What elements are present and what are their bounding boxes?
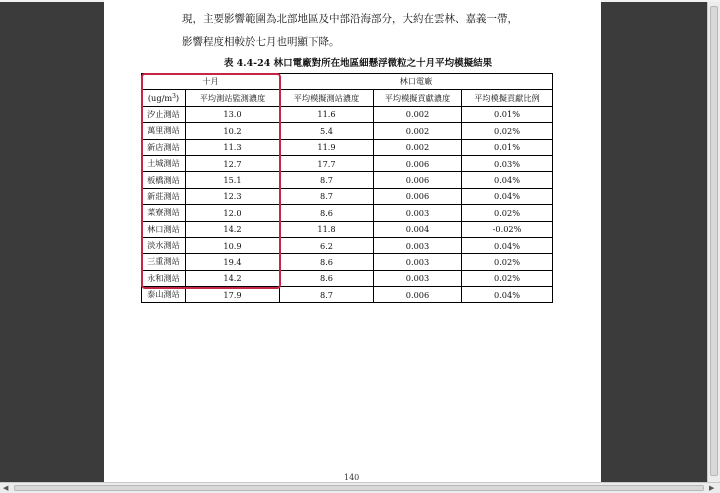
sim-cell: 8.7 [280,172,374,188]
table-row [142,188,553,204]
paragraph-line-1: 現，主要影響範圍為北部地區及中部沿海部分，大約在雲林、嘉義一帶， [182,13,518,25]
triangle-right-icon[interactable]: ▶ [709,484,715,492]
monitor-cell: 19.4 [186,254,280,270]
table-header-row-1 [142,74,553,90]
ratio-cell: 0.02% [462,123,553,139]
triangle-left-icon[interactable]: ◀ [3,484,9,492]
contrib-cell: 0.006 [374,172,462,188]
sim-cell: 6.2 [280,237,374,253]
contrib-cell: 0.002 [374,139,462,155]
contrib-cell: 0.002 [374,106,462,122]
station-cell: 永和測站 [142,270,186,286]
table-row [142,106,553,122]
ratio-cell: 0.04% [462,237,553,253]
ratio-cell: 0.02% [462,254,553,270]
monitor-cell: 10.9 [186,237,280,253]
ratio-cell: 0.02% [462,205,553,221]
station-cell: 新店測站 [142,139,186,155]
month-header: 十月 [142,74,280,90]
contrib-cell: 0.003 [374,270,462,286]
table-row [142,205,553,221]
table-row [142,123,553,139]
table-row [142,237,553,253]
ratio-cell: -0.02% [462,221,553,237]
table-row [142,287,553,303]
station-cell: 土城測站 [142,155,186,171]
vertical-scroll-thumb[interactable] [710,6,718,476]
ratio-cell: 0.02% [462,270,553,286]
station-cell: 淡水測站 [142,237,186,253]
page-number: 140 [344,473,360,482]
table-caption: 表 4.4-24 林口電廠對所在地區細懸浮微粒之十月平均模擬結果 [223,58,493,69]
station-cell: 新莊測站 [142,188,186,204]
table-row [142,139,553,155]
table-row [142,172,553,188]
contrib-cell: 0.002 [374,123,462,139]
monitor-cell: 14.2 [186,221,280,237]
plant-header: 林口電廠 [280,74,553,90]
sim-cell: 8.7 [280,188,374,204]
monitor-cell: 17.9 [186,287,280,303]
sim-cell: 11.8 [280,221,374,237]
contrib-cell: 0.003 [374,205,462,221]
station-cell: 汐止測站 [142,106,186,122]
monitor-cell: 14.2 [186,270,280,286]
contrib-cell: 0.003 [374,237,462,253]
ratio-cell: 0.01% [462,106,553,122]
col-monitor-avg: 平均測站監測濃度 [186,90,280,106]
unit-header: $(ug/m^3)$ [142,90,186,106]
monitor-cell: 10.2 [186,123,280,139]
ratio-cell: 0.04% [462,172,553,188]
horizontal-scroll-thumb[interactable] [14,485,704,491]
contrib-cell: 0.006 [374,188,462,204]
col-sim-avg: 平均模擬測站濃度 [280,90,374,106]
station-cell: 萬里測站 [142,123,186,139]
table-row [142,270,553,286]
vertical-scrollbar[interactable] [707,2,720,482]
sim-cell: 8.6 [280,254,374,270]
sim-cell: 5.4 [280,123,374,139]
table-row [142,254,553,270]
table-row [142,155,553,171]
station-cell: 菜寮測站 [142,205,186,221]
sim-cell: 11.9 [280,139,374,155]
sim-cell: 11.6 [280,106,374,122]
contrib-cell: 0.004 [374,221,462,237]
document-page [104,0,601,484]
col-sim-contrib: 平均模擬貢獻濃度 [374,90,462,106]
monitor-cell: 12.7 [186,155,280,171]
station-cell: 泰山測站 [142,287,186,303]
contrib-cell: 0.006 [374,287,462,303]
col-sim-ratio: 平均模擬貢獻比例 [462,90,553,106]
sim-cell: 17.7 [280,155,374,171]
monitor-cell: 12.0 [186,205,280,221]
contrib-cell: 0.003 [374,254,462,270]
ratio-cell: 0.04% [462,287,553,303]
station-cell: 三重測站 [142,254,186,270]
monitor-cell: 15.1 [186,172,280,188]
ratio-cell: 0.01% [462,139,553,155]
sim-cell: 8.6 [280,205,374,221]
sim-cell: 8.7 [280,287,374,303]
ratio-cell: 0.04% [462,188,553,204]
horizontal-scrollbar[interactable] [0,482,720,493]
table-row [142,221,553,237]
results-table [141,73,553,303]
monitor-cell: 11.3 [186,139,280,155]
monitor-cell: 13.0 [186,106,280,122]
station-cell: 林口測站 [142,221,186,237]
sim-cell: 8.6 [280,270,374,286]
table-header-row-2 [142,90,553,106]
ratio-cell: 0.03% [462,155,553,171]
paragraph-line-2: 影響程度相較於七月也明顯下降。 [182,36,340,48]
monitor-cell: 12.3 [186,188,280,204]
station-cell: 板橋測站 [142,172,186,188]
contrib-cell: 0.006 [374,155,462,171]
